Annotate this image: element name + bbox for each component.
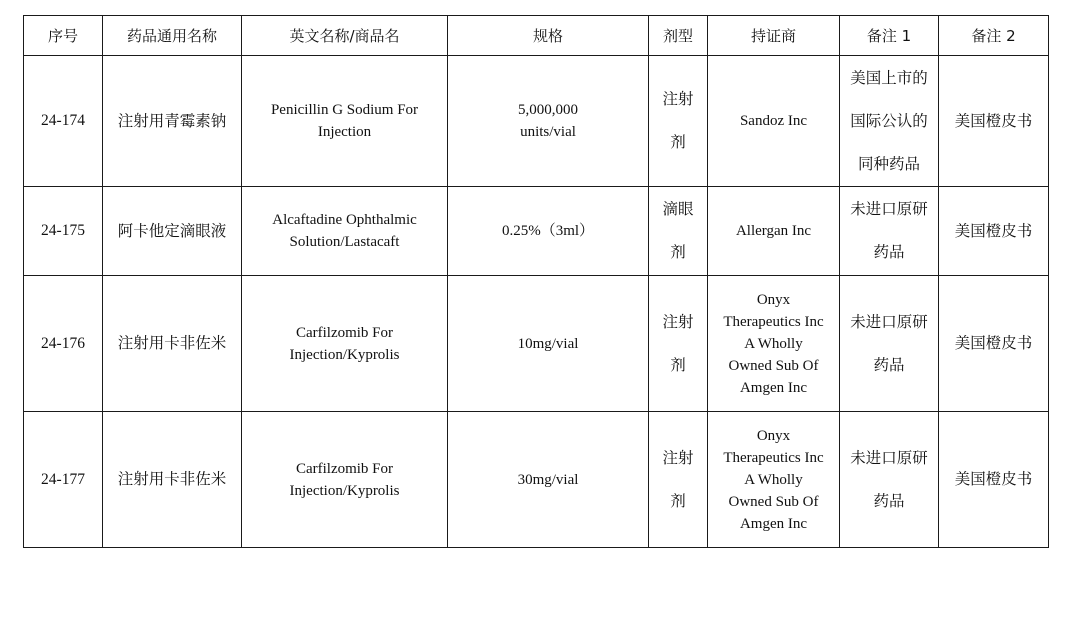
cell-seq: 24-177 xyxy=(24,412,103,548)
cell-spec-line: 10mg/vial xyxy=(517,335,579,352)
cell-english-name xyxy=(242,56,448,187)
cell-dosage-form-line: 注射 xyxy=(662,90,694,108)
header-dosage-form: 剂型 xyxy=(649,16,708,56)
cell-holder xyxy=(708,276,840,412)
cell-note1-line: 药品 xyxy=(873,243,905,261)
cell-note2: 美国橙皮书 xyxy=(939,187,1049,276)
cell-dosage-form xyxy=(649,56,708,187)
cell-seq: 24-176 xyxy=(24,276,103,412)
cell-holder-line: Allergan Inc xyxy=(735,223,812,239)
table-row xyxy=(24,187,1049,276)
cell-english-name-line: Solution/Lastacaft xyxy=(289,234,400,250)
cell-holder-line: Amgen Inc xyxy=(739,379,808,396)
cell-spec xyxy=(448,412,649,548)
cell-note2: 美国橙皮书 xyxy=(939,56,1049,187)
header-spec: 规格 xyxy=(448,16,649,56)
cell-holder-line: Sandoz Inc xyxy=(739,113,808,129)
header-generic-name: 药品通用名称 xyxy=(103,16,242,56)
cell-note1-line: 美国上市的 xyxy=(850,68,928,87)
cell-holder-line: A Wholly xyxy=(744,335,803,352)
cell-english-name-line: Carfilzomib For xyxy=(295,324,394,341)
cell-holder xyxy=(708,56,840,187)
cell-dosage-form-line: 剂 xyxy=(670,243,686,261)
cell-english-name-line: Injection/Kyprolis xyxy=(289,346,400,363)
cell-dosage-form xyxy=(649,276,708,412)
header-note2: 备注 2 xyxy=(939,16,1049,56)
cell-english-name xyxy=(242,187,448,276)
cell-generic-name: 注射用卡非佐米 xyxy=(103,276,242,412)
header-note1: 备注 1 xyxy=(840,16,939,56)
cell-spec-line: 0.25%（3ml） xyxy=(501,223,595,239)
cell-holder-line: Onyx xyxy=(756,291,791,308)
cell-seq: 24-175 xyxy=(24,187,103,276)
cell-seq: 24-174 xyxy=(24,56,103,187)
cell-holder-line: Onyx xyxy=(756,427,791,444)
cell-note1-line: 未进口原研 xyxy=(850,448,928,467)
cell-spec xyxy=(448,187,649,276)
cell-generic-name: 注射用青霉素钠 xyxy=(103,56,242,187)
cell-spec xyxy=(448,276,649,412)
cell-holder-line: A Wholly xyxy=(744,471,803,488)
cell-dosage-form-line: 剂 xyxy=(670,355,686,374)
table-header xyxy=(24,16,1049,56)
cell-note1-line: 未进口原研 xyxy=(850,312,928,331)
cell-generic-name: 注射用卡非佐米 xyxy=(103,412,242,548)
cell-holder-line: Owned Sub Of xyxy=(728,493,819,510)
cell-holder-line: Owned Sub Of xyxy=(728,357,819,374)
cell-spec xyxy=(448,56,649,187)
cell-note1-line: 同种药品 xyxy=(857,154,920,173)
cell-generic-name: 阿卡他定滴眼液 xyxy=(103,187,242,276)
table-row xyxy=(24,276,1049,412)
cell-english-name-line: Alcaftadine Ophthalmic xyxy=(272,212,417,228)
header-english-name: 英文名称/商品名 xyxy=(242,16,448,56)
cell-note1-line: 药品 xyxy=(873,355,905,374)
drug-catalog-table xyxy=(23,15,1049,548)
cell-dosage-form-line: 注射 xyxy=(662,448,694,467)
cell-note1-line: 国际公认的 xyxy=(850,111,928,130)
cell-note1 xyxy=(840,276,939,412)
table-row xyxy=(24,412,1049,548)
cell-holder-line: Therapeutics Inc xyxy=(723,313,824,330)
cell-dosage-form xyxy=(649,187,708,276)
cell-note2: 美国橙皮书 xyxy=(939,276,1049,412)
header-seq: 序号 xyxy=(24,16,103,56)
cell-note2: 美国橙皮书 xyxy=(939,412,1049,548)
header-holder: 持证商 xyxy=(708,16,840,56)
cell-spec-line: 5,000,000 xyxy=(518,102,578,118)
header-row xyxy=(24,16,1049,56)
cell-holder-line: Therapeutics Inc xyxy=(723,449,824,466)
cell-note1-line: 未进口原研 xyxy=(850,200,928,218)
cell-spec-line: units/vial xyxy=(520,124,576,140)
cell-holder-line: Amgen Inc xyxy=(739,515,808,532)
cell-english-name-line: Carfilzomib For xyxy=(295,460,394,477)
cell-english-name-line: Injection xyxy=(317,124,372,140)
cell-dosage-form-line: 注射 xyxy=(662,312,694,331)
cell-note1-line: 药品 xyxy=(873,491,905,510)
cell-dosage-form xyxy=(649,412,708,548)
cell-dosage-form-line: 剂 xyxy=(670,491,686,510)
table-body xyxy=(24,56,1049,548)
cell-spec-line: 30mg/vial xyxy=(517,471,579,488)
cell-holder xyxy=(708,187,840,276)
cell-english-name-line: Injection/Kyprolis xyxy=(289,482,400,499)
cell-note1 xyxy=(840,56,939,187)
cell-dosage-form-line: 剂 xyxy=(670,133,686,151)
cell-note1 xyxy=(840,187,939,276)
cell-holder xyxy=(708,412,840,548)
table-row xyxy=(24,56,1049,187)
cell-note1 xyxy=(840,412,939,548)
cell-english-name xyxy=(242,276,448,412)
cell-dosage-form-line: 滴眼 xyxy=(662,200,694,218)
cell-english-name-line: Penicillin G Sodium For xyxy=(270,102,419,118)
cell-english-name xyxy=(242,412,448,548)
